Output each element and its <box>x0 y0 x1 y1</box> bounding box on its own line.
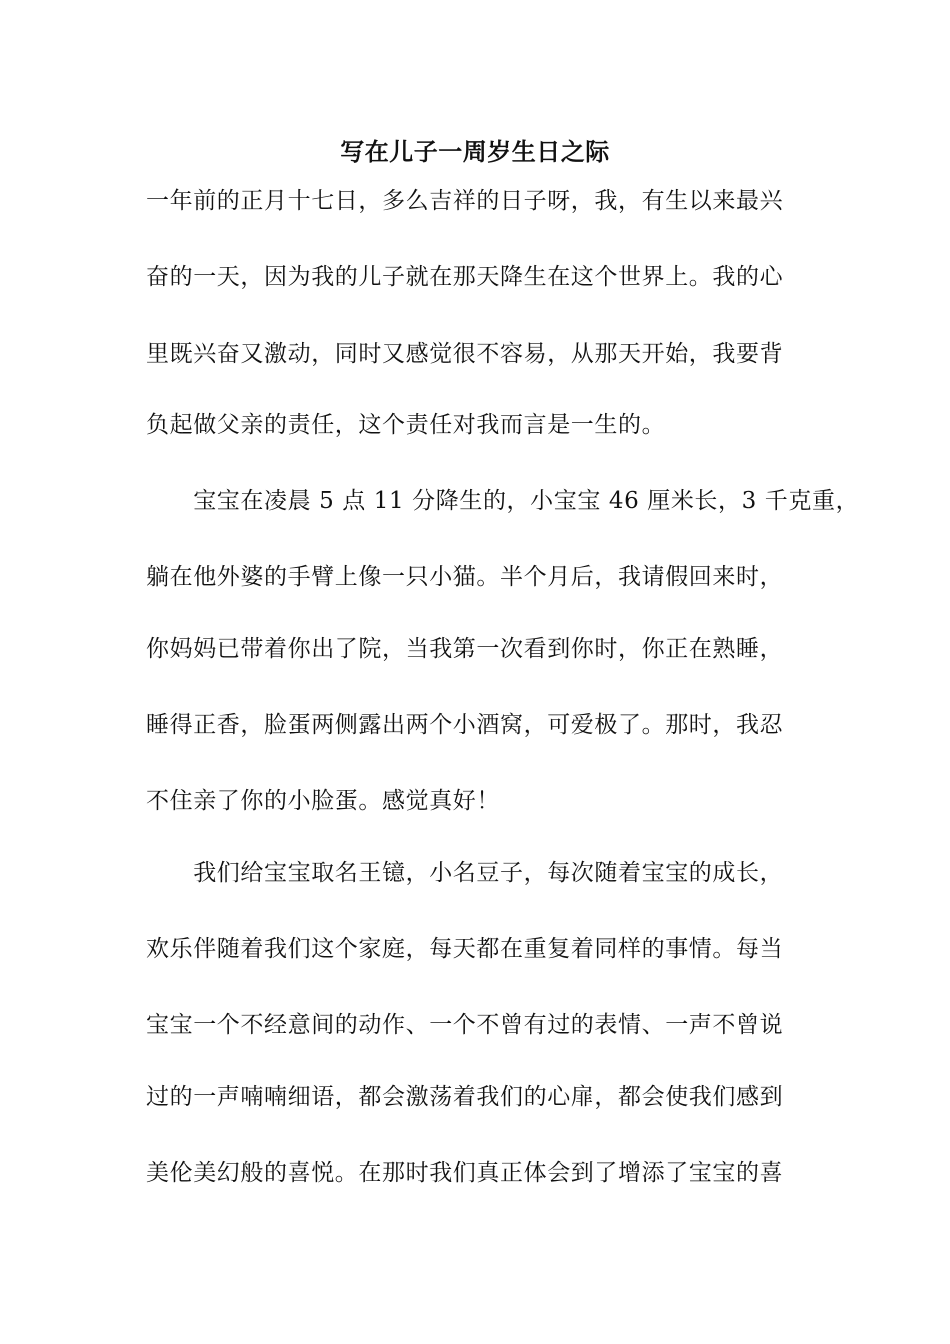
paragraph-line: 我们给宝宝取名王镱，小名豆子，每次随着宝宝的成长， <box>146 860 784 886</box>
paragraph-line: 宝宝在凌晨 5 点 11 分降生的，小宝宝 46 厘米长，3 千克重， <box>146 488 860 514</box>
paragraph-line: 不住亲了你的小脸蛋。感觉真好！ <box>146 788 500 814</box>
paragraph-line: 奋的一天，因为我的儿子就在那天降生在这个世界上。我的心 <box>146 264 784 290</box>
document-title: 写在儿子一周岁生日之际 <box>340 137 610 166</box>
paragraph-line: 一年前的正月十七日，多么吉祥的日子呀，我，有生以来最兴 <box>146 188 784 214</box>
paragraph-line: 负起做父亲的责任，这个责任对我而言是一生的。 <box>146 412 666 438</box>
paragraph-line: 你妈妈已带着你出了院，当我第一次看到你时，你正在熟睡， <box>146 636 784 662</box>
paragraph-line: 睡得正香，脸蛋两侧露出两个小酒窝，可爱极了。那时，我忍 <box>146 712 784 738</box>
paragraph-line: 躺在他外婆的手臂上像一只小猫。半个月后，我请假回来时， <box>146 564 784 590</box>
paragraph-line: 宝宝一个不经意间的动作、一个不曾有过的表情、一声不曾说 <box>146 1012 784 1038</box>
paragraph-line: 过的一声喃喃细语，都会激荡着我们的心扉，都会使我们感到 <box>146 1084 784 1110</box>
paragraph-line: 欢乐伴随着我们这个家庭，每天都在重复着同样的事情。每当 <box>146 936 784 962</box>
paragraph-line: 里既兴奋又激动，同时又感觉很不容易，从那天开始，我要背 <box>146 341 784 367</box>
paragraph-line: 美伦美幻般的喜悦。在那时我们真正体会到了增添了宝宝的喜 <box>146 1160 784 1186</box>
